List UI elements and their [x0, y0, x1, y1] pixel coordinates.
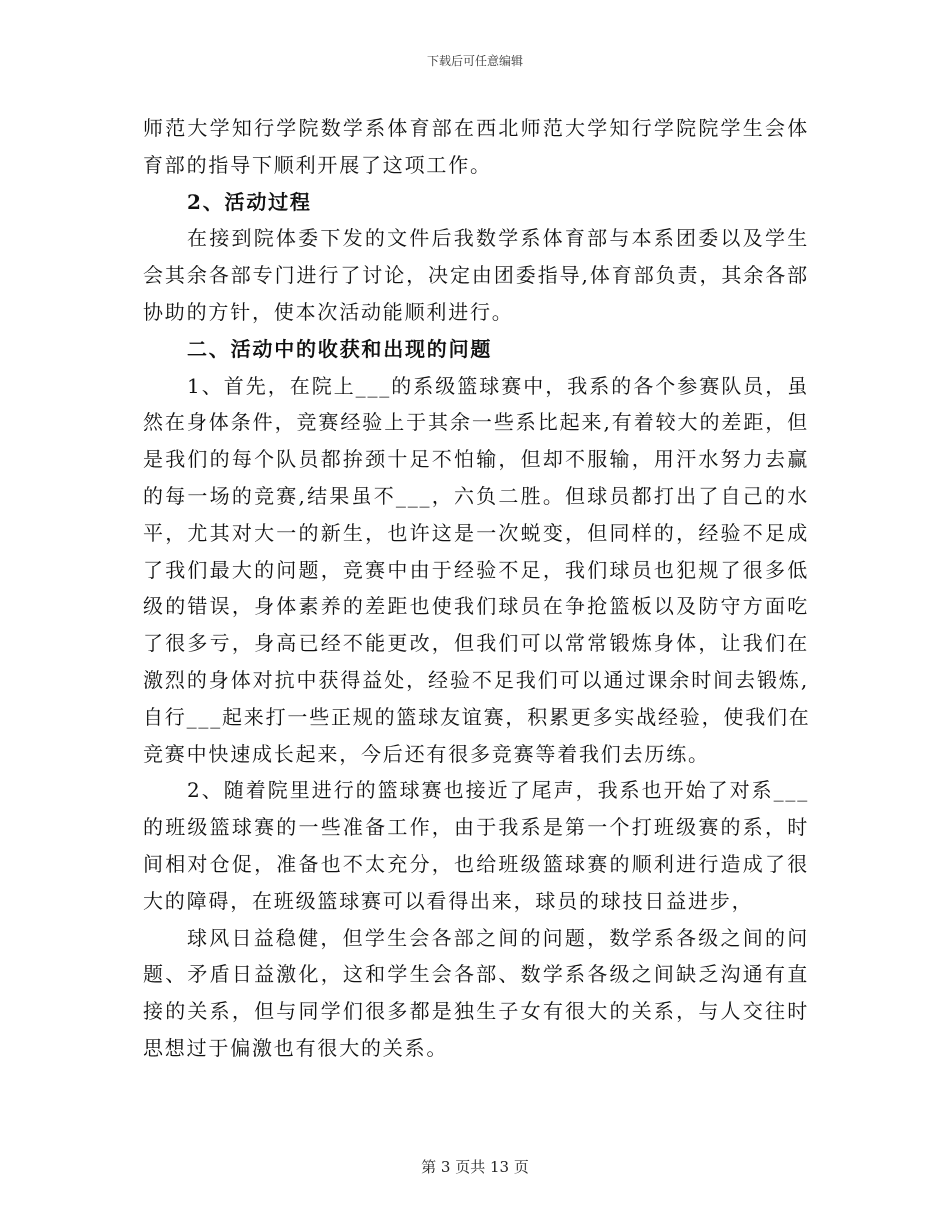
text-line: 平，尤其对大一的新生，也许这是一次蜕变，但同样的，经验不足成 [143, 520, 809, 545]
text-line: 题、矛盾日益激化，这和学生会各部、数学系各级之间缺乏沟通有直 [143, 962, 809, 987]
text-line: 接的关系，但与同学们很多都是独生子女有很大的关系，与人交往时 [143, 999, 809, 1024]
page-header: 下载后可任意编辑 [426, 54, 523, 68]
text-line: 间相对仓促，准备也不太充分，也给班级篮球赛的顺利进行造成了很 [143, 851, 809, 876]
text-line: 会其余各部专门进行了讨论，决定由团委指导,体育部负责，其余各部 [143, 263, 809, 288]
text-line: 是我们的每个队员都拚颈十足不怕输，但却不服输，用汗水努力去赢 [143, 447, 809, 472]
text-line: 思想过于偏激也有很大的关系。 [143, 1035, 449, 1060]
page-footer: 第 3 页共 13 页 [421, 1158, 529, 1176]
text-line: 竞赛中快速成长起来，今后还有很多竞赛等着我们去历练。 [143, 741, 710, 766]
text-line: 育部的指导下顺利开展了这项工作。 [143, 152, 492, 177]
text-line: 了很多亏，身高已经不能更改，但我们可以常常锻炼身体，让我们在 [143, 631, 809, 656]
document-body [143, 110, 809, 1067]
text-line: 的班级篮球赛的一些准备工作，由于我系是第一个打班级赛的系，时 [143, 815, 809, 840]
text-line: 在接到院体委下发的文件后我数学系体育部与本系团委以及学生 [187, 226, 809, 251]
text-line: 激烈的身体对抗中获得益处，经验不足我们可以通过课余时间去锻炼, [143, 667, 809, 692]
text-line: 自行___起来打一些正规的篮球友谊赛，积累更多实战经验，使我们在 [143, 704, 811, 729]
text-line: 1、首先，在院上___的系级篮球赛中，我系的各个参赛队员，虽 [187, 373, 809, 398]
text-line: 然在身体条件，竞赛经验上于其余一些系比起来,有着较大的差距，但 [143, 410, 809, 435]
text-line: 2、随着院里进行的篮球赛也接近了尾声，我系也开始了对系___ [187, 778, 809, 803]
text-line: 协助的方针，使本次活动能顺利进行。 [143, 299, 514, 324]
text-line: 球风日益稳健，但学生会各部之间的问题，数学系各级之间的问 [187, 925, 809, 950]
text-line: 大的障碍，在班级篮球赛可以看得出来，球员的球技日益进步， [143, 888, 754, 913]
text-line: 师范大学知行学院数学系体育部在西北师范大学知行学院院学生会体 [143, 116, 809, 140]
section-heading: 2、活动过程 [187, 189, 312, 214]
text-line: 的每一场的竞赛,结果虽不___，六负二胜。但球员都打出了自己的水 [143, 483, 809, 508]
section-heading: 二、活动中的收获和出现的问题 [187, 336, 493, 361]
text-line: 了我们最大的问题，竞赛中由于经验不足，我们球员也犯规了很多低 [143, 557, 809, 582]
text-line: 级的错误，身体素养的差距也使我们球员在争抢篮板以及防守方面吃 [143, 594, 809, 619]
